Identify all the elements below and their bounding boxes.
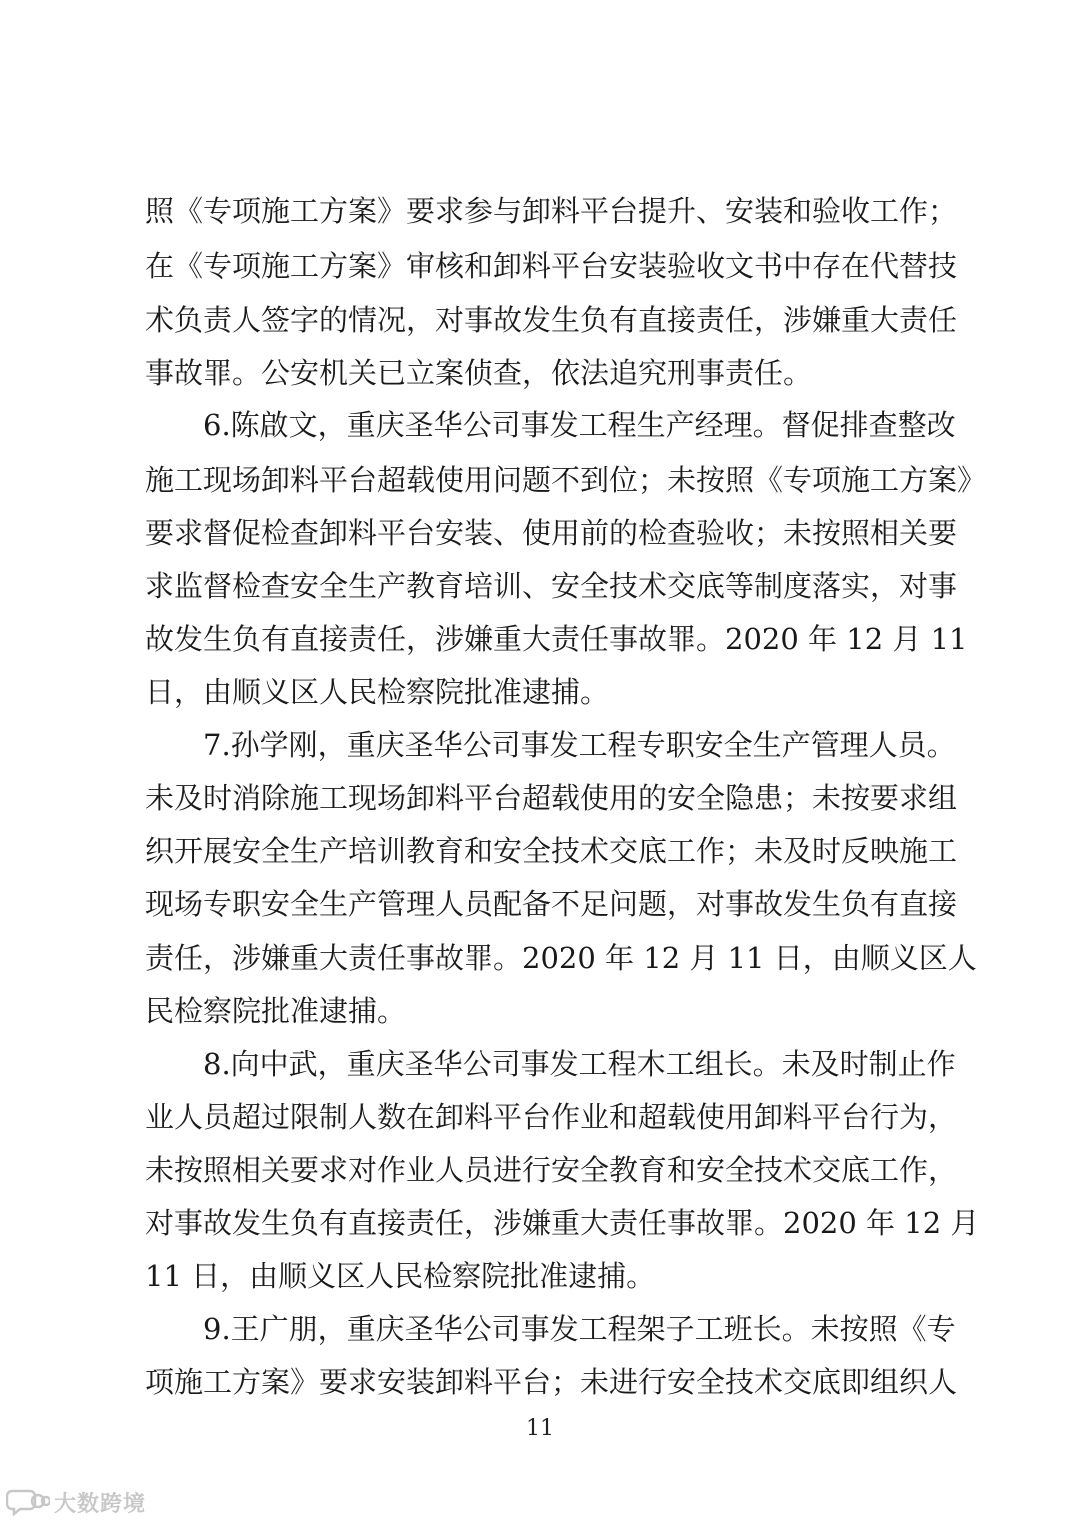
text-line: 业人员超过限制人数在卸料平台作业和超载使用卸料平台行为， xyxy=(145,1100,958,1134)
paragraph-start-line: 6.陈啟文，重庆圣华公司事发工程生产经理。督促排查整改 xyxy=(203,408,956,442)
text-line: 施工现场卸料平台超载使用问题不到位；未按照《专项施工方案》 xyxy=(145,463,987,497)
text-line: 事故罪。公安机关已立案侦查，依法追究刑事责任。 xyxy=(145,356,813,390)
text-line: 责任，涉嫌重大责任事故罪。2020 年 12 月 11 日，由顺义区人 xyxy=(145,941,977,975)
watermark-text: 大数跨境 xyxy=(54,1491,147,1517)
paragraph-start-line: 7.孙学刚，重庆圣华公司事发工程专职安全生产管理人员。 xyxy=(203,728,956,762)
text-line: 对事故发生负有直接责任，涉嫌重大责任事故罪。2020 年 12 月 xyxy=(145,1206,980,1240)
text-line: 织开展安全生产培训教育和安全技术交底工作；未及时反映施工 xyxy=(145,834,958,868)
text-line: 现场专职安全生产管理人员配备不足问题，对事故发生负有直接 xyxy=(145,887,958,921)
text-line: 照《专项施工方案》要求参与卸料平台提升、安装和验收工作； xyxy=(145,194,958,228)
text-line: 11 日，由顺义区人民检察院批准逮捕。 xyxy=(145,1259,656,1293)
watermark xyxy=(6,1484,146,1520)
paragraph-start-line: 8.向中武，重庆圣华公司事发工程木工组长。未及时制止作 xyxy=(203,1047,956,1081)
text-line: 故发生负有直接责任，涉嫌重大责任事故罪。2020 年 12 月 11 xyxy=(145,622,968,656)
text-line: 民检察院批准逮捕。 xyxy=(145,994,407,1028)
text-line: 项施工方案》要求安装卸料平台；未进行安全技术交底即组织人 xyxy=(145,1365,958,1399)
speech-bubble-logo-icon xyxy=(6,1487,50,1517)
text-line: 求监督检查安全生产教育培训、安全技术交底等制度落实，对事 xyxy=(145,569,958,603)
text-line: 要求督促检查卸料平台安装、使用前的检查验收；未按照相关要 xyxy=(145,516,958,550)
text-line: 未按照相关要求对作业人员进行安全教育和安全技术交底工作， xyxy=(145,1153,958,1187)
text-line: 日，由顺义区人民检察院批准逮捕。 xyxy=(145,675,610,709)
text-line: 在《专项施工方案》审核和卸料平台安装验收文书中存在代替技 xyxy=(145,249,958,283)
paragraph-start-line: 9.王广朋，重庆圣华公司事发工程架子工班长。未按照《专 xyxy=(203,1312,956,1346)
text-line: 未及时消除施工现场卸料平台超载使用的安全隐患；未按要求组 xyxy=(145,781,958,815)
text-line: 术负责人签字的情况，对事故发生负有直接责任，涉嫌重大责任 xyxy=(145,303,958,337)
page-number: 11 xyxy=(526,1416,554,1441)
